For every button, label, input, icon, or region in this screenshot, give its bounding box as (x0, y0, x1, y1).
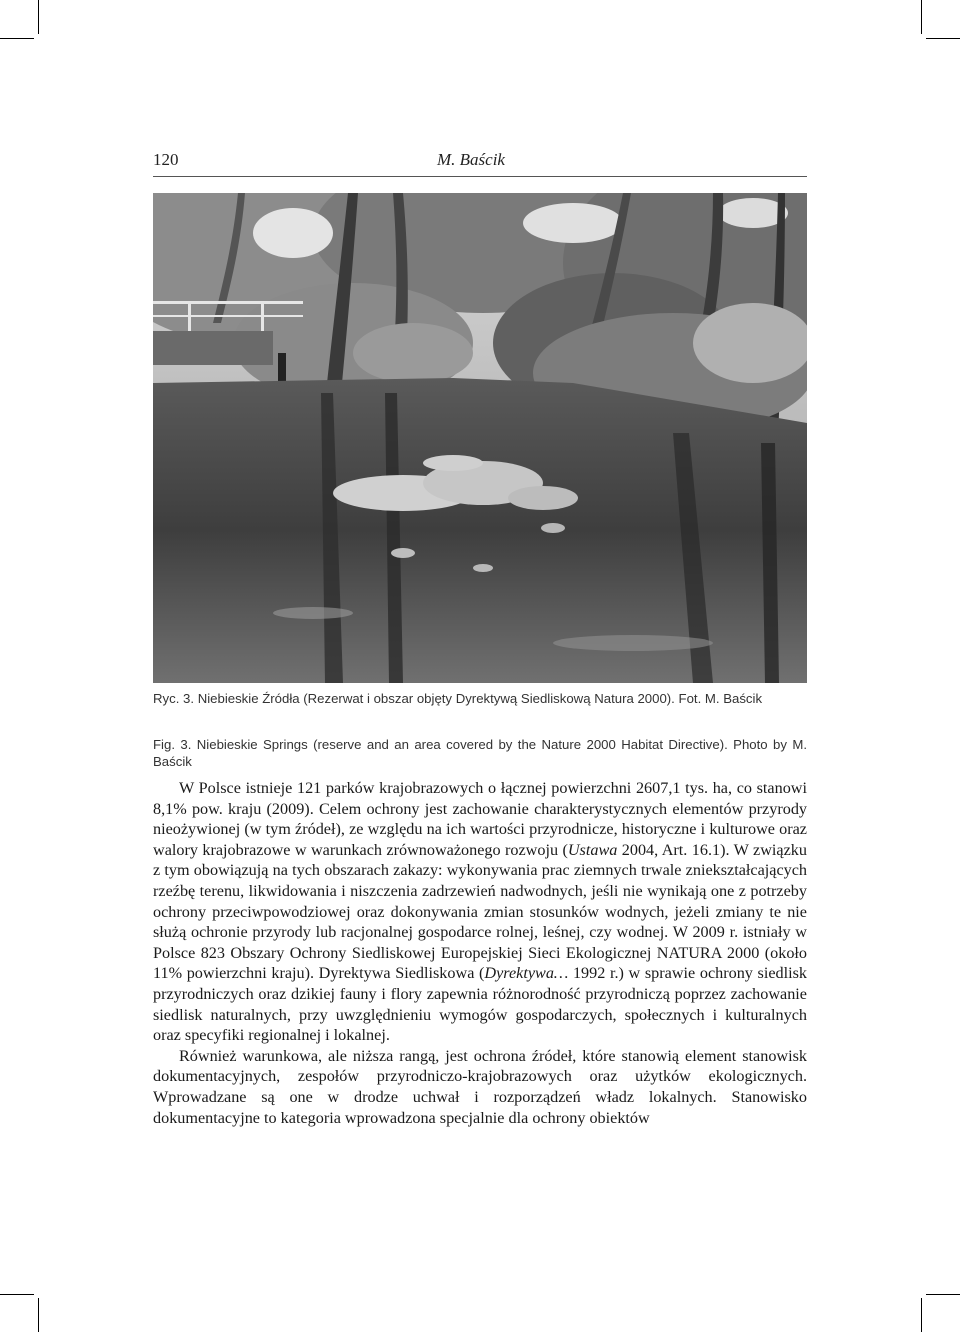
running-head: M. Baścik (437, 150, 505, 169)
text-run: 2004, Art. 16.1). W związku z tym obowiązują na tych obszarach zakazy: wykonywania prac ziemnych trwale zniekształcających rzeźbę terenu, likwidowania i niszczenia zadrzewień nadwodnych, jeśli nie wynikają one z potrzeby ochrony przeciwpowodziowej oraz dokonywania zmian stosunków wodnych, jeżeli zmiany te nie służą ochronie przyrody lub racjonalnej gospodarce rolnej, leśnej, czy wodnej. W 2009 r. istniały w Polsce 823 Obszary Ochrony Siedliskowej Europejskiej Sieci Ekologicznej NATURA 2000 (około 11% powierzchni kraju). Dyrektywa Siedliskowa ( (153, 840, 807, 983)
crop-mark (921, 0, 922, 34)
body-text (153, 778, 807, 1128)
crop-mark (0, 1294, 34, 1295)
crop-mark (38, 1298, 39, 1332)
pond-photo-illustration (153, 193, 807, 683)
page-number: 120 (153, 150, 179, 169)
figure-photo (153, 193, 807, 683)
crop-mark (926, 1294, 960, 1295)
text-run: W Polsce istnieje 121 parków krajobrazowych o łącznej powierzchni 2607,1 tys. ha, co stanowi 8,1% pow. kraju (2009). Celem ochrony jest zachowanie charakterystycznych elementów przyrody nieożywionej (w tym źródeł), ze względu na ich wartości przyrodnicze, historyczne i kulturowe oraz walory krajobrazowe w warunkach zrównoważonego rozwoju ( (153, 779, 807, 859)
paragraph (153, 778, 807, 1046)
crop-mark (926, 38, 960, 39)
crop-mark (38, 0, 39, 34)
citation-italic: Dyrektywa… (484, 964, 569, 983)
crop-mark (921, 1298, 922, 1332)
running-header (153, 150, 807, 176)
crop-mark (0, 38, 34, 39)
header-rule (153, 176, 807, 177)
text-run: 1992 r.) w sprawie ochrony siedlisk przyrodniczych oraz dzikiej fauny i flory zapewnia różnorodność przyrodniczą poprzez zachowanie siedlisk naturalnych, przy uwzględnieniu wymogów gospodarczych, społecznych i kulturalnych oraz specyfiki regionalnej i lokalnej. (153, 964, 807, 1045)
paragraph: Również warunkowa, ale niższa rangą, jest ochrona źródeł, które stanowią element stanowisk dokumentacyjnych, zespołów przyrodniczo-krajobrazowych oraz użytków ekologicznych. Wprowadzane są one w drodze uchwał i rozporządzeń władz lokalnych. Stanowisko dokumentacyjne to kategoria wprowadzona specjalnie dla ochrony obiektów (153, 1046, 807, 1127)
figure-caption-en: Fig. 3. Niebieskie Springs (reserve and an area covered by the Nature 2000 Habitat Directive). Photo by M. Baścik (153, 737, 807, 769)
citation-italic: Ustawa (567, 840, 618, 859)
figure-caption-pl: Ryc. 3. Niebieskie Źródła (Rezerwat i obszar objęty Dyrektywą Siedliskową Natura 2000). Fot. M. Baścik (153, 691, 763, 706)
